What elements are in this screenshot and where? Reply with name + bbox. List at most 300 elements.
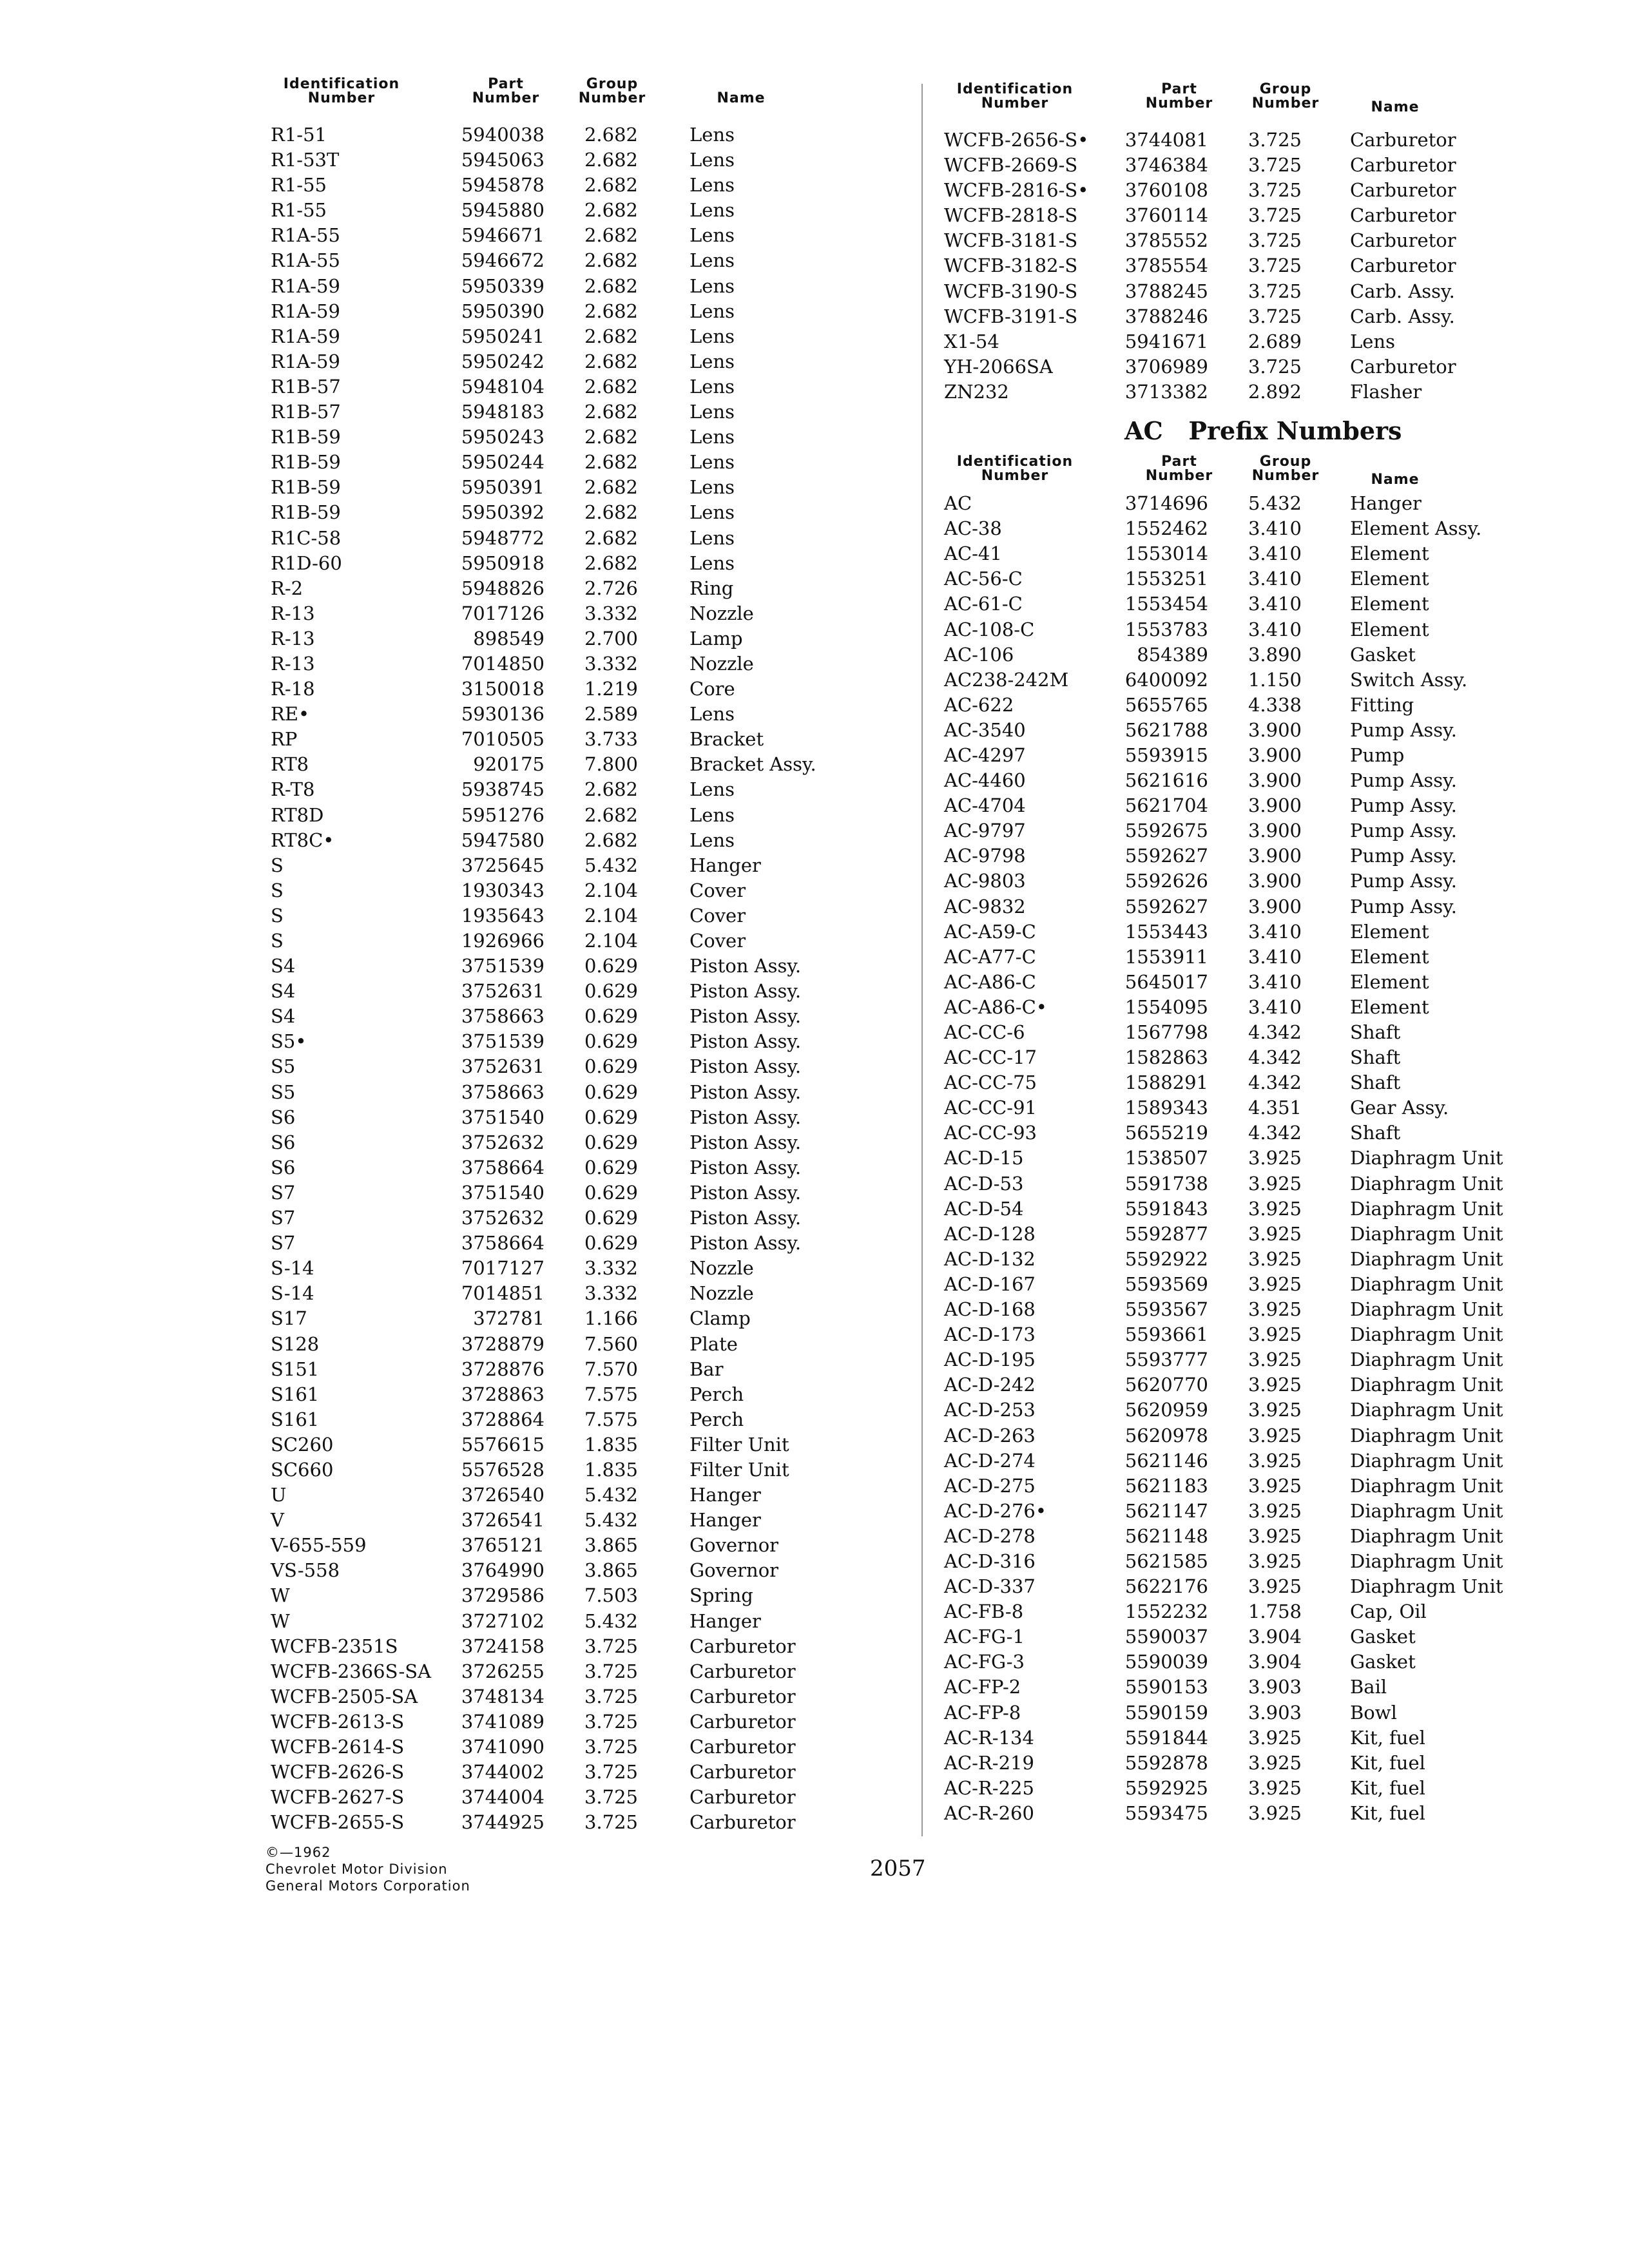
group-number: 3.904 <box>1248 1626 1302 1648</box>
group-number: 3.900 <box>1248 820 1302 842</box>
part-number: 1553911 <box>1124 945 1208 968</box>
part-number: 3728876 <box>461 1358 545 1380</box>
part-name: Element <box>1350 945 1429 968</box>
group-number: 3.900 <box>1248 744 1302 766</box>
table-row <box>938 1624 1601 1649</box>
table-row <box>938 1675 1601 1700</box>
table-row <box>938 128 1601 153</box>
identification-number: R1-55 <box>271 199 327 222</box>
part-number: 5576528 <box>461 1458 545 1481</box>
table-row <box>938 1247 1601 1272</box>
section-title: AC Prefix Numbers <box>1124 416 1402 446</box>
part-number: 5592627 <box>1124 845 1208 867</box>
group-number: 3.410 <box>1248 517 1302 540</box>
table-row <box>938 566 1601 591</box>
group-number: 3.725 <box>584 1635 638 1657</box>
table-row <box>938 253 1601 278</box>
group-number: 3.925 <box>1248 1524 1302 1547</box>
identification-number: AC-FG-1 <box>944 1626 1025 1648</box>
identification-number: WCFB-2366S-SA <box>271 1660 432 1682</box>
part-number: 7014851 <box>461 1282 545 1305</box>
table-row <box>264 1735 909 1760</box>
identification-number: AC-CC-93 <box>944 1122 1037 1144</box>
copyright-footer <box>265 1844 470 1894</box>
part-name: Piston Assy. <box>689 1005 802 1028</box>
table-row <box>938 793 1601 818</box>
part-number: 1589343 <box>1124 1097 1208 1119</box>
part-name: Perch <box>689 1408 744 1430</box>
part-number: 5945878 <box>461 174 545 197</box>
group-number: 3.900 <box>1248 769 1302 792</box>
group-number: 3.725 <box>1248 204 1302 227</box>
table-row <box>938 1474 1601 1499</box>
group-number: 3.410 <box>1248 995 1302 1018</box>
part-name: Shaft <box>1350 1021 1401 1043</box>
part-number: 3713382 <box>1124 380 1208 403</box>
header-identification-number: Identification Number <box>956 81 1074 111</box>
identification-number: R1B-57 <box>271 401 341 423</box>
header-identification-number: Identification Number <box>956 454 1074 485</box>
part-name: Diaphragm Unit <box>1350 1349 1503 1371</box>
group-number: 7.575 <box>584 1408 638 1430</box>
part-name: Piston Assy. <box>689 1131 802 1153</box>
part-name: Cover <box>689 930 746 952</box>
part-number: 3758664 <box>461 1156 545 1178</box>
identification-number: V-655-559 <box>271 1534 367 1557</box>
identification-number: S5• <box>271 1030 307 1053</box>
identification-number: S7 <box>271 1181 296 1204</box>
part-name: Kit, fuel <box>1350 1776 1425 1799</box>
table-row <box>264 450 909 475</box>
part-name: Pump Assy. <box>1350 794 1457 817</box>
table-row <box>938 843 1601 869</box>
part-number: 5590159 <box>1124 1701 1208 1724</box>
identification-number: WCFB-2816-S• <box>944 179 1089 202</box>
identification-number: S161 <box>271 1408 320 1430</box>
part-number: 3788245 <box>1124 280 1208 302</box>
part-number: 5576615 <box>461 1433 545 1456</box>
group-number: 2.682 <box>584 325 638 347</box>
part-number: 3726255 <box>461 1660 545 1682</box>
identification-number: S7 <box>271 1207 296 1229</box>
table-row <box>264 198 909 223</box>
group-number: 3.332 <box>584 652 638 675</box>
part-name: Diaphragm Unit <box>1350 1550 1503 1572</box>
part-name: Kit, fuel <box>1350 1726 1425 1749</box>
identification-number: AC <box>944 492 972 515</box>
table-row <box>938 1398 1601 1423</box>
group-number: 3.925 <box>1248 1751 1302 1774</box>
group-number: 3.925 <box>1248 1349 1302 1371</box>
part-number: 3727102 <box>461 1610 545 1632</box>
table-row <box>264 1155 909 1180</box>
table-row <box>264 1080 909 1105</box>
identification-number: R1C-58 <box>271 526 342 549</box>
table-row <box>264 425 909 450</box>
group-number: 3.725 <box>584 1736 638 1758</box>
identification-number: S-14 <box>271 1282 314 1305</box>
part-number: 3752632 <box>461 1207 545 1229</box>
part-name: Bracket <box>689 728 764 751</box>
part-name: Lens <box>689 300 735 322</box>
table-row <box>938 1322 1601 1347</box>
identification-number: AC-9803 <box>944 870 1026 892</box>
table-row <box>938 1574 1601 1599</box>
part-number: 5590153 <box>1124 1676 1208 1698</box>
identification-number: R1B-59 <box>271 426 341 448</box>
table-row <box>938 818 1601 843</box>
identification-number: S6 <box>271 1156 296 1178</box>
part-number: 5946672 <box>461 249 545 272</box>
table-row <box>264 1180 909 1206</box>
table-row <box>938 1045 1601 1070</box>
table-row <box>264 223 909 248</box>
group-number: 2.682 <box>584 476 638 499</box>
part-name: Lens <box>689 703 735 726</box>
part-name: Lens <box>689 426 735 448</box>
part-number: 3752632 <box>461 1131 545 1153</box>
part-number: 3724158 <box>461 1635 545 1657</box>
table-row <box>264 1281 909 1306</box>
part-number: 1553443 <box>1124 920 1208 943</box>
header-part-number: Part Number <box>1145 81 1213 111</box>
table-row <box>264 500 909 525</box>
group-number: 3.925 <box>1248 1726 1302 1749</box>
table-row <box>264 1130 909 1155</box>
table-row <box>264 1206 909 1231</box>
right-column <box>938 0 1601 1826</box>
table-row <box>264 475 909 500</box>
group-number: 0.629 <box>584 1232 638 1254</box>
identification-number: AC-FP-8 <box>944 1701 1021 1724</box>
table-row <box>264 1659 909 1684</box>
part-name: Carburetor <box>1350 255 1456 277</box>
part-number: 5592675 <box>1124 820 1208 842</box>
parts-table-left <box>264 122 909 1835</box>
identification-number: S6 <box>271 1106 296 1128</box>
table-row <box>264 526 909 551</box>
group-number: 7.575 <box>584 1383 638 1405</box>
part-number: 5593475 <box>1124 1802 1208 1824</box>
part-number: 5950392 <box>461 501 545 524</box>
table-row <box>938 1524 1601 1549</box>
part-number: 898549 <box>473 627 545 649</box>
identification-number: AC-R-219 <box>944 1751 1034 1774</box>
group-number: 2.682 <box>584 451 638 474</box>
identification-number: AC-D-168 <box>944 1298 1036 1321</box>
part-name: Nozzle <box>689 602 754 624</box>
part-name: Lens <box>689 149 735 171</box>
part-name: Carburetor <box>689 1736 796 1758</box>
part-name: Diaphragm Unit <box>1350 1273 1503 1295</box>
part-name: Diaphragm Unit <box>1350 1474 1503 1497</box>
table-row <box>264 1054 909 1079</box>
group-number: 4.342 <box>1248 1122 1302 1144</box>
table-row <box>264 1004 909 1029</box>
group-number: 7.560 <box>584 1332 638 1355</box>
table-row <box>938 919 1601 945</box>
identification-number: AC-D-132 <box>944 1247 1036 1270</box>
header-identification-number: Identification Number <box>283 76 400 106</box>
identification-number: ZN232 <box>944 380 1009 403</box>
identification-number: AC-108-C <box>944 618 1035 640</box>
group-number: 3.410 <box>1248 945 1302 968</box>
part-name: Lens <box>689 552 735 574</box>
part-name: Nozzle <box>689 652 754 675</box>
part-name: Carburetor <box>1350 154 1456 177</box>
table-row <box>264 1306 909 1331</box>
part-number: 1552462 <box>1124 517 1208 540</box>
part-name: Nozzle <box>689 1282 754 1305</box>
part-name: Lens <box>689 803 735 826</box>
identification-number: RE• <box>271 703 310 726</box>
group-number: 3.410 <box>1248 618 1302 640</box>
group-number: 3.890 <box>1248 643 1302 666</box>
header-name: Name <box>1371 99 1420 115</box>
group-number: 2.682 <box>584 426 638 448</box>
part-number: 5948104 <box>461 375 545 398</box>
identification-number: SC660 <box>271 1458 334 1481</box>
identification-number: WCFB-2818-S <box>944 204 1078 227</box>
group-number: 3.925 <box>1248 1172 1302 1195</box>
group-number: 3.925 <box>1248 1273 1302 1295</box>
table-row <box>264 1634 909 1659</box>
part-name: Carburetor <box>1350 129 1456 151</box>
group-number: 4.338 <box>1248 693 1302 716</box>
part-name: Shaft <box>1350 1072 1401 1094</box>
table-row <box>264 1457 909 1483</box>
part-name: Carb. Assy. <box>1350 280 1455 302</box>
table-row <box>264 954 909 979</box>
group-number: 3.725 <box>1248 179 1302 202</box>
part-name: Lens <box>689 375 735 398</box>
group-number: 3.925 <box>1248 1802 1302 1824</box>
identification-number: AC-CC-17 <box>944 1046 1037 1069</box>
identification-number: RT8C• <box>271 829 334 851</box>
table-row <box>938 693 1601 718</box>
group-number: 2.682 <box>584 199 638 222</box>
table-row <box>938 894 1601 919</box>
part-name: Kit, fuel <box>1350 1751 1425 1774</box>
table-row <box>264 122 909 148</box>
table-row <box>264 1785 909 1810</box>
part-number: 5945880 <box>461 199 545 222</box>
header-group-number: Group Number <box>1251 454 1320 485</box>
part-number: 5592877 <box>1124 1222 1208 1245</box>
part-number: 3752631 <box>461 1055 545 1078</box>
group-number: 2.682 <box>584 224 638 247</box>
identification-number: AC-106 <box>944 643 1014 666</box>
table-row <box>938 945 1601 970</box>
identification-number: AC238-242M <box>944 668 1069 691</box>
part-name: Switch Assy. <box>1350 668 1468 691</box>
identification-number: AC-622 <box>944 693 1014 716</box>
identification-number: RP <box>271 728 298 751</box>
table-row <box>264 979 909 1004</box>
part-number: 5622176 <box>1124 1575 1208 1598</box>
group-number: 2.689 <box>1248 330 1302 352</box>
part-name: Fitting <box>1350 693 1414 716</box>
table-row <box>264 1029 909 1054</box>
identification-number: WCFB-2656-S• <box>944 129 1089 151</box>
group-number: 3.725 <box>1248 229 1302 252</box>
table-row <box>264 727 909 752</box>
table-row <box>938 1297 1601 1322</box>
group-number: 3.865 <box>584 1559 638 1582</box>
table-row <box>938 1070 1601 1095</box>
part-name: Element <box>1350 618 1429 640</box>
part-name: Lens <box>689 526 735 549</box>
table-row <box>938 1347 1601 1372</box>
part-name: Bar <box>689 1358 724 1380</box>
group-number: 3.725 <box>584 1811 638 1834</box>
group-number: 0.629 <box>584 980 638 1003</box>
part-number: 1554095 <box>1124 995 1208 1018</box>
part-number: 1935643 <box>461 904 545 927</box>
table-row <box>264 1558 909 1583</box>
group-number: 2.682 <box>584 401 638 423</box>
identification-number: AC-A77-C <box>944 945 1036 968</box>
group-number: 2.682 <box>584 300 638 322</box>
group-number: 3.925 <box>1248 1323 1302 1346</box>
table-row <box>938 1222 1601 1247</box>
part-number: 3744925 <box>461 1811 545 1834</box>
part-name: Diaphragm Unit <box>1350 1399 1503 1421</box>
part-name: Diaphragm Unit <box>1350 1524 1503 1547</box>
part-name: Cover <box>689 879 746 901</box>
table-row <box>264 1357 909 1382</box>
part-name: Piston Assy. <box>689 1181 802 1204</box>
group-number: 2.682 <box>584 829 638 851</box>
group-number: 3.725 <box>1248 255 1302 277</box>
table-row <box>938 1700 1601 1725</box>
identification-number: S4 <box>271 980 296 1003</box>
group-number: 0.629 <box>584 1055 638 1078</box>
part-name: Element <box>1350 543 1429 565</box>
table-row <box>264 374 909 399</box>
table-row <box>264 1508 909 1533</box>
part-name: Piston Assy. <box>689 980 802 1003</box>
group-number: 7.503 <box>584 1584 638 1607</box>
part-name: Lens <box>1350 330 1395 352</box>
part-number: 3760108 <box>1124 179 1208 202</box>
group-number: 0.629 <box>584 955 638 977</box>
identification-number: R-18 <box>271 678 315 700</box>
part-number: 5591843 <box>1124 1197 1208 1220</box>
identification-number: AC-D-167 <box>944 1273 1036 1295</box>
table-row <box>264 1583 909 1608</box>
table-row <box>264 1231 909 1256</box>
group-number: 0.629 <box>584 1005 638 1028</box>
part-number: 7017127 <box>461 1257 545 1280</box>
part-name: Diaphragm Unit <box>1350 1449 1503 1472</box>
table-row <box>938 1171 1601 1196</box>
part-name: Governor <box>689 1559 779 1582</box>
table-row <box>264 1256 909 1281</box>
header-group-number: Group Number <box>578 76 646 106</box>
part-name: Gasket <box>1350 643 1416 666</box>
identification-number: WCFB-3181-S <box>944 229 1078 252</box>
part-number: 3785554 <box>1124 255 1208 277</box>
table-row <box>938 203 1601 228</box>
identification-number: R1-51 <box>271 124 327 146</box>
part-number: 5621148 <box>1124 1524 1208 1547</box>
part-name: Filter Unit <box>689 1458 789 1481</box>
table-row <box>264 1332 909 1357</box>
identification-number: V <box>271 1509 284 1532</box>
table-row <box>938 153 1601 178</box>
group-number: 2.682 <box>584 174 638 197</box>
part-name: Lens <box>689 451 735 474</box>
group-number: 3.900 <box>1248 870 1302 892</box>
part-name: Pump Assy. <box>1350 769 1457 792</box>
header-part-number: Part Number <box>1145 454 1213 485</box>
part-name: Bail <box>1350 1676 1387 1698</box>
group-number: 2.682 <box>584 375 638 398</box>
parts-table-ac <box>938 491 1601 1826</box>
group-number: 3.903 <box>1248 1676 1302 1698</box>
group-number: 2.104 <box>584 879 638 901</box>
group-number: 3.725 <box>584 1761 638 1783</box>
part-number: 920175 <box>473 753 545 776</box>
part-number: 1552232 <box>1124 1600 1208 1623</box>
identification-number: AC-D-276• <box>944 1499 1046 1522</box>
part-name: Diaphragm Unit <box>1350 1575 1503 1598</box>
table-row <box>264 349 909 374</box>
part-number: 3785552 <box>1124 229 1208 252</box>
identification-number: R1-55 <box>271 174 327 197</box>
table-row <box>938 591 1601 617</box>
table-row <box>264 601 909 626</box>
part-number: 5948826 <box>461 577 545 599</box>
table-row <box>938 1751 1601 1776</box>
part-name: Carburetor <box>1350 204 1456 227</box>
identification-number: S <box>271 854 284 876</box>
part-number: 3765121 <box>461 1534 545 1557</box>
group-number: 3.725 <box>1248 129 1302 151</box>
group-number: 3.925 <box>1248 1575 1302 1598</box>
identification-number: U <box>271 1484 287 1506</box>
identification-number: WCFB-2351S <box>271 1635 398 1657</box>
part-number: 5621704 <box>1124 794 1208 817</box>
identification-number: WCFB-3191-S <box>944 305 1078 327</box>
group-number: 0.629 <box>584 1207 638 1229</box>
part-number: 3728863 <box>461 1383 545 1405</box>
part-name: Gasket <box>1350 1626 1416 1648</box>
identification-number: R-2 <box>271 577 304 599</box>
table-row <box>938 768 1601 793</box>
part-number: 3764990 <box>461 1559 545 1582</box>
group-number: 3.925 <box>1248 1550 1302 1572</box>
part-number: 3729586 <box>461 1584 545 1607</box>
part-name: Carburetor <box>689 1635 796 1657</box>
part-number: 5948772 <box>461 526 545 549</box>
part-number: 1582863 <box>1124 1046 1208 1069</box>
identification-number: WCFB-3182-S <box>944 255 1078 277</box>
identification-number: R1A-55 <box>271 249 340 272</box>
part-number: 5950244 <box>461 451 545 474</box>
group-number: 2.700 <box>584 627 638 649</box>
identification-number: AC-FP-2 <box>944 1676 1021 1698</box>
part-number: 5621183 <box>1124 1474 1208 1497</box>
table-row <box>938 718 1601 743</box>
table-row <box>264 399 909 425</box>
identification-number: WCFB-2505-SA <box>271 1685 418 1707</box>
table-row <box>938 516 1601 541</box>
table-row <box>264 1407 909 1432</box>
group-number: 3.900 <box>1248 794 1302 817</box>
table-row <box>938 1649 1601 1675</box>
